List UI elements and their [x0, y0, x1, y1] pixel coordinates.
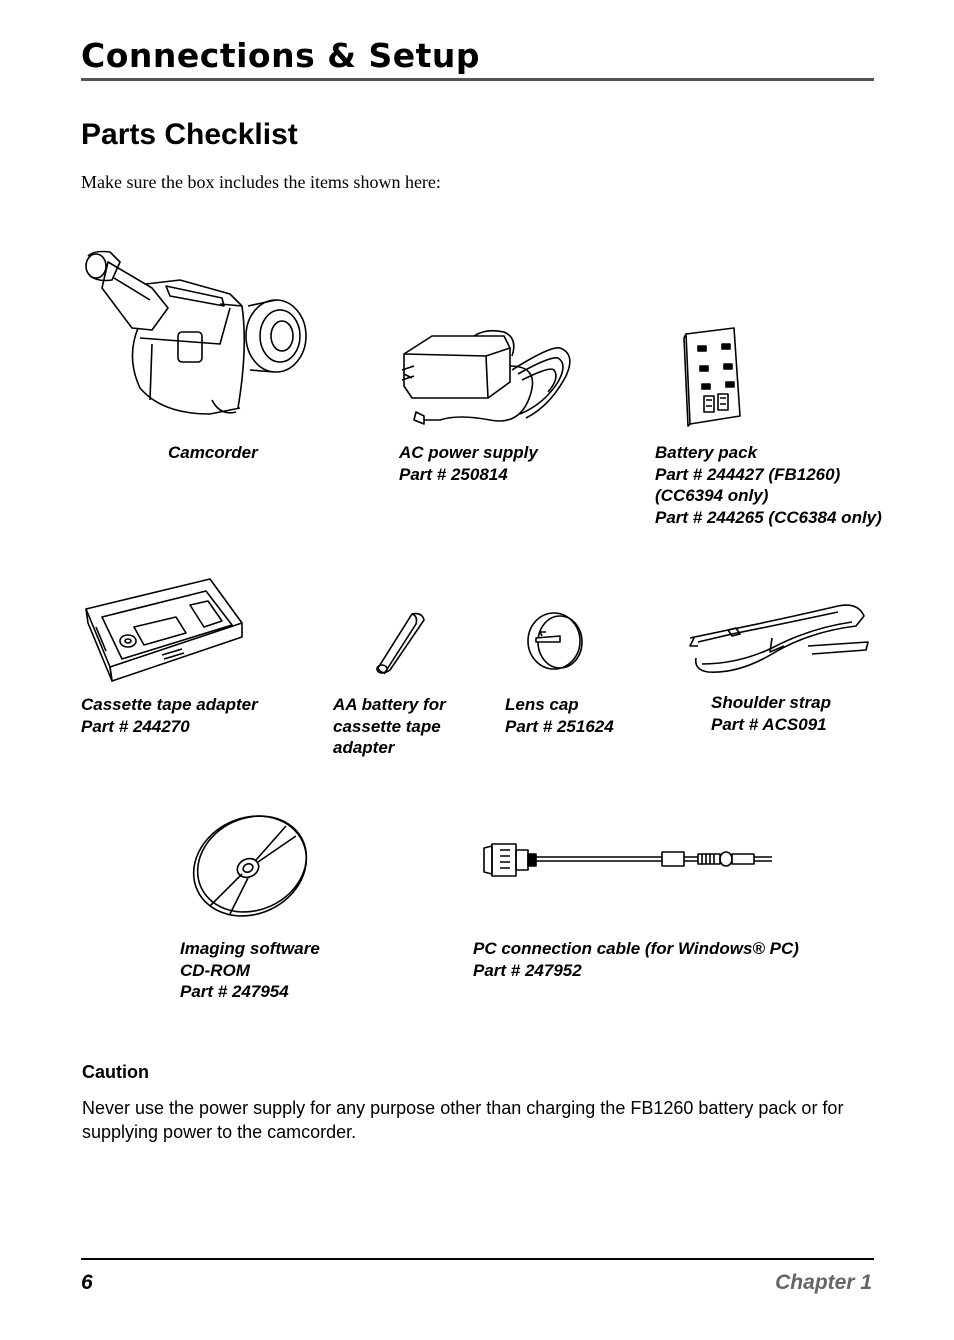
caption-line: Part # 251624: [505, 716, 614, 736]
battery-pack-icon: [682, 326, 744, 428]
shoulder-strap-icon: [688, 602, 870, 678]
section-title: Connections & Setup: [81, 36, 481, 75]
caution-text: Never use the power supply for any purpose other than charging the FB1260 battery pack or for supplying power to the camcorder.: [82, 1098, 844, 1142]
caption-line: cassette tape: [333, 716, 441, 736]
cd-rom-caption: [180, 938, 320, 1003]
caption-line: Part # 250814: [399, 464, 508, 484]
caption-line: Part # 244265 (CC6384 only): [655, 507, 882, 527]
caption-line: AA battery for: [333, 695, 446, 714]
cassette-adapter-caption: [81, 694, 258, 737]
caption-line: Shoulder strap: [711, 693, 831, 712]
aa-battery-icon: [374, 612, 428, 676]
chapter-label: Chapter 1: [775, 1271, 872, 1294]
caution-heading: Caution: [82, 1062, 149, 1082]
caption-line: Battery pack: [655, 443, 758, 462]
ac-power-supply-caption: [399, 442, 538, 485]
pc-cable-caption: [473, 938, 799, 981]
lens-cap-icon: [526, 610, 586, 672]
caption-line: Imaging software: [180, 939, 320, 958]
cd-rom-icon: [190, 812, 312, 920]
camcorder-caption: [168, 442, 258, 464]
lens-cap-caption: [505, 694, 614, 737]
caption-line: adapter: [333, 738, 395, 757]
caption-line: PC connection cable (for Windows® PC): [473, 939, 799, 958]
camcorder-icon: [80, 248, 312, 420]
caption-line: Part # 244427 (FB1260): [655, 464, 841, 484]
ac-power-supply-icon: [400, 326, 576, 432]
pc-cable-icon: [480, 840, 776, 878]
cassette-adapter-icon: [82, 577, 244, 681]
shoulder-strap-caption: [711, 692, 831, 735]
caption-line: Part # ACS091: [711, 714, 827, 734]
page-number: 6: [81, 1271, 93, 1294]
aa-battery-caption: [333, 694, 446, 759]
intro-text: Make sure the box includes the items shown here:: [81, 172, 441, 192]
caption-line: Cassette tape adapter: [81, 695, 258, 714]
caption-line: Camcorder: [168, 443, 258, 462]
caption-line: (CC6394 only): [655, 486, 769, 505]
caption-line: AC power supply: [399, 443, 538, 462]
footer-divider: [81, 1258, 874, 1260]
page-title: Parts Checklist: [81, 118, 298, 151]
caption-line: CD-ROM: [180, 960, 250, 980]
battery-pack-caption: [655, 442, 882, 528]
caption-line: Part # 244270: [81, 716, 190, 736]
header-divider: [81, 78, 874, 81]
caption-line: Part # 247952: [473, 960, 582, 980]
caption-line: Lens cap: [505, 695, 579, 714]
caption-line: Part # 247954: [180, 982, 289, 1001]
